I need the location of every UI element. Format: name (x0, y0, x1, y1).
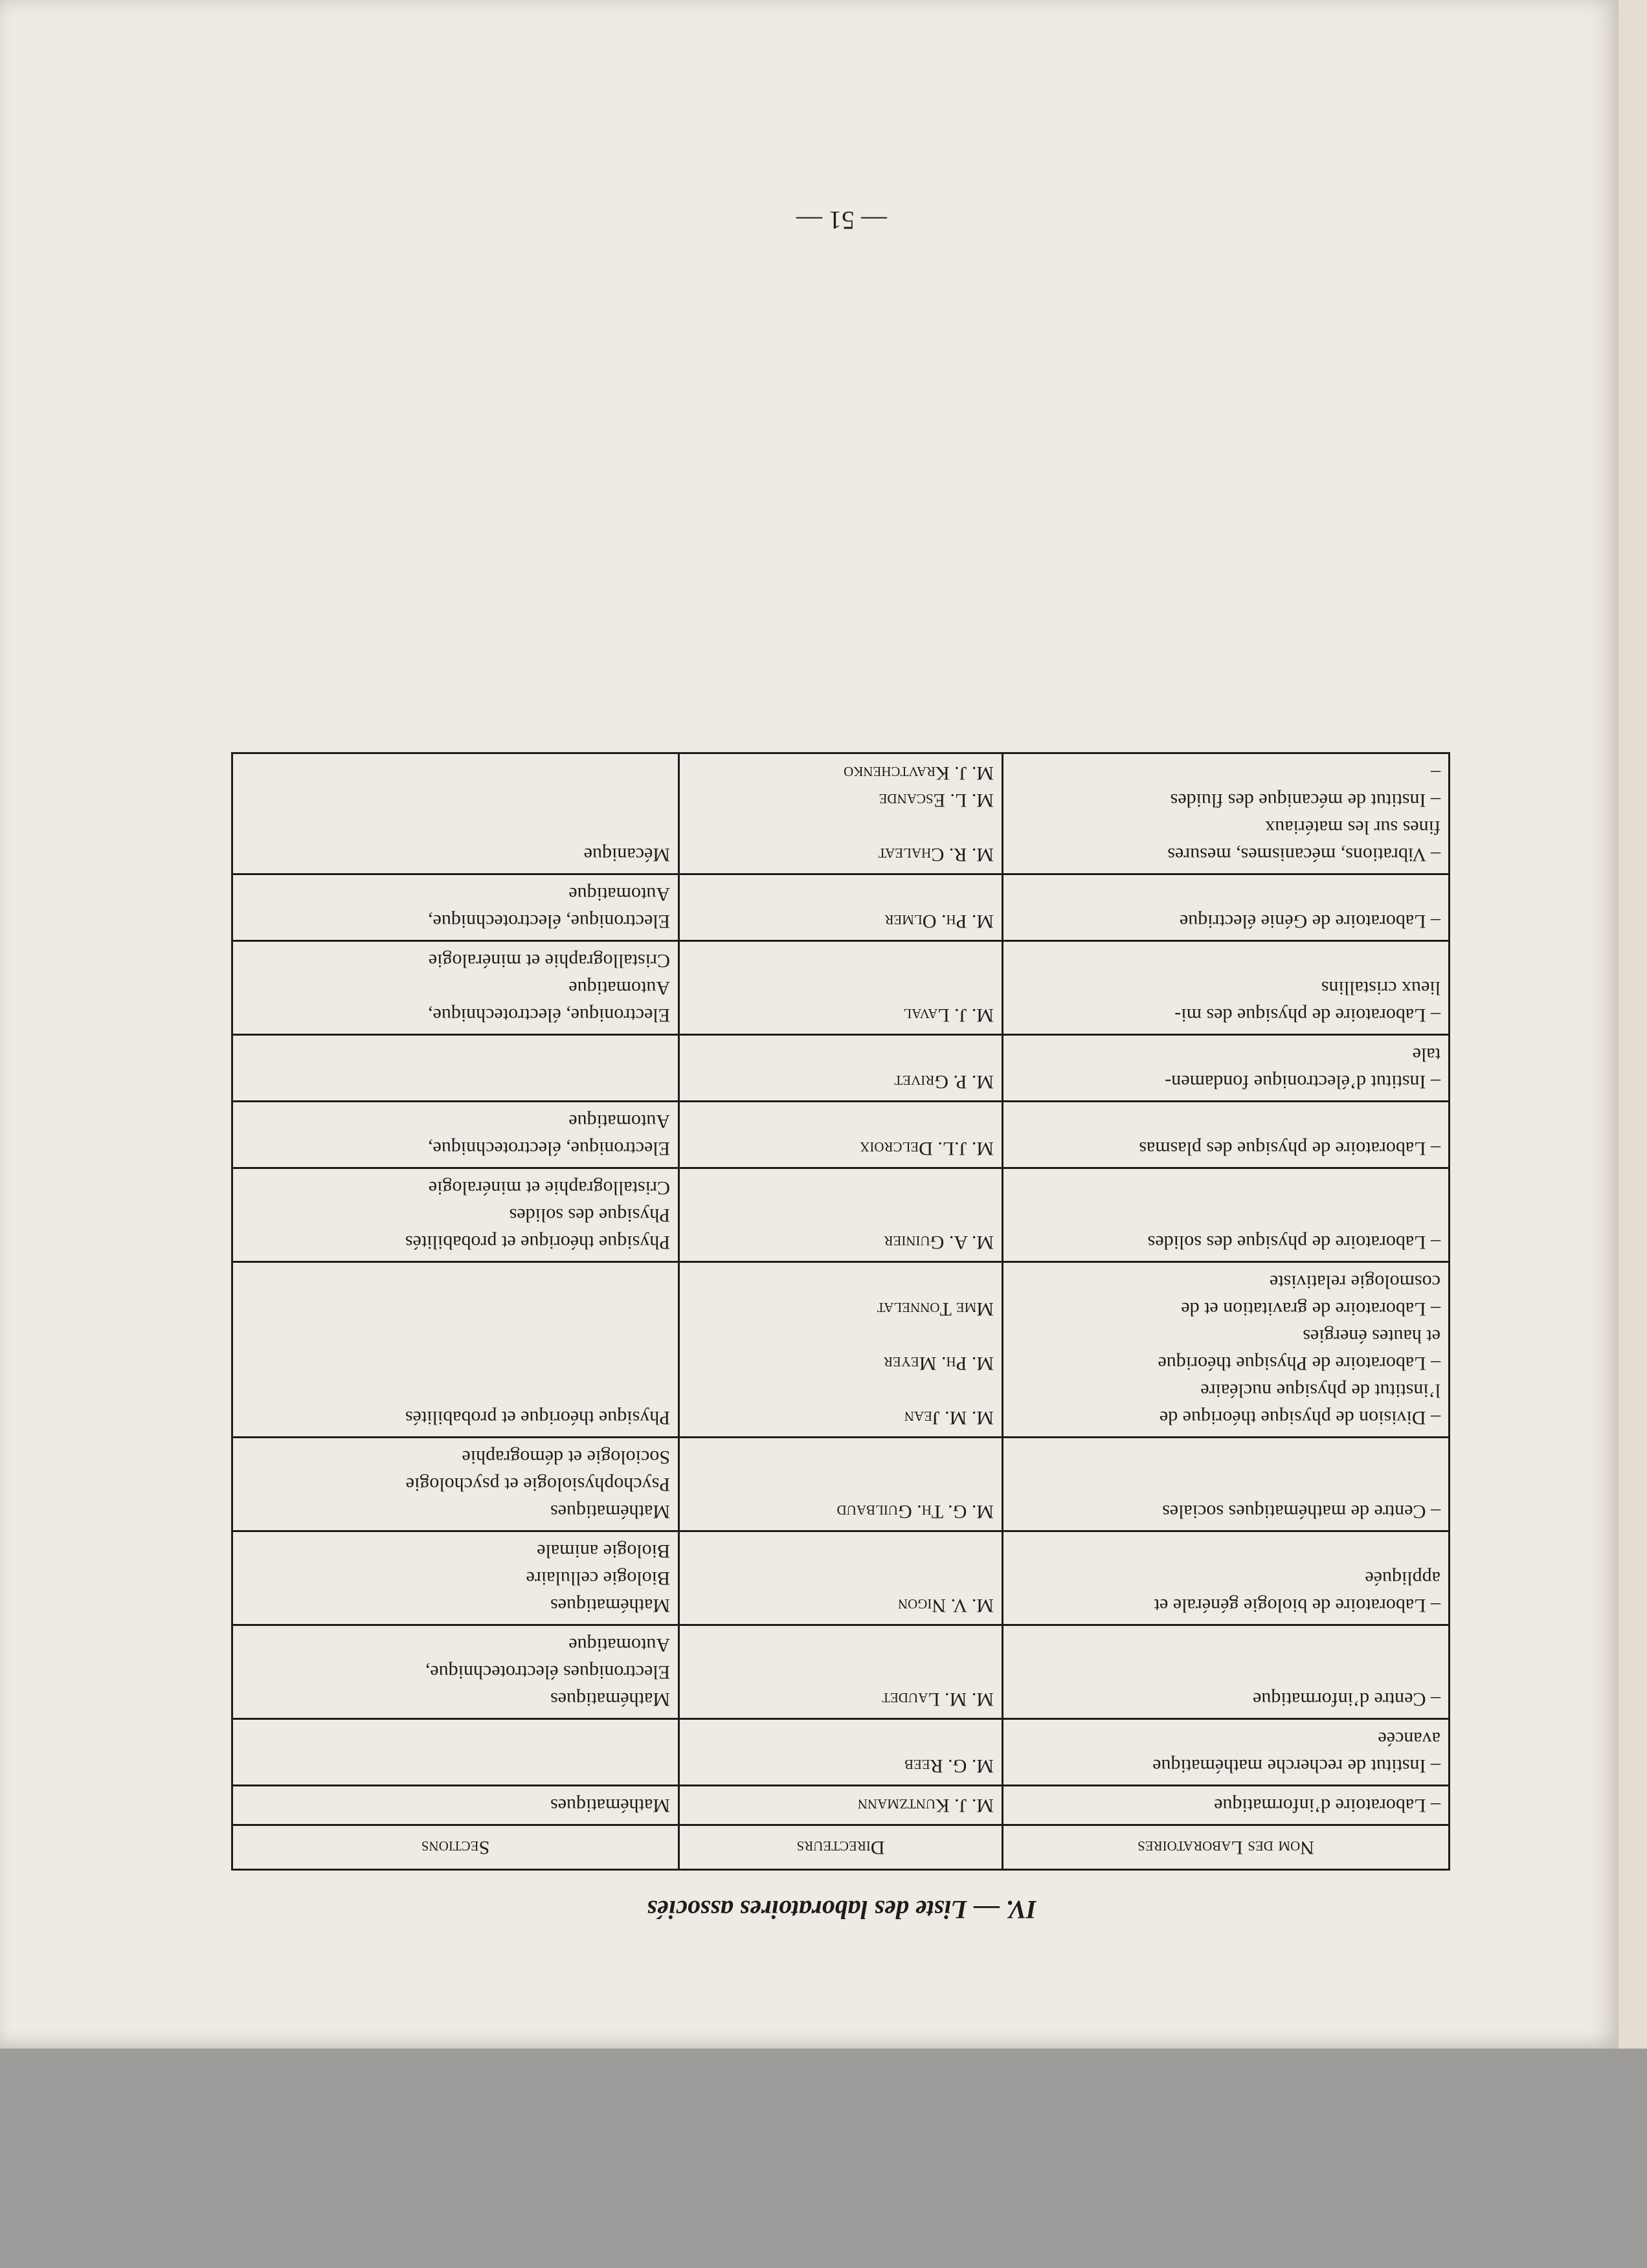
lab-name-cell (1003, 753, 1450, 874)
section-line: Cristallographie et minéralogie (428, 1177, 670, 1199)
lab-name-line: et hautes énergies (1303, 1326, 1440, 1347)
table-row (232, 1719, 1450, 1786)
director-line: M. L. Escande (879, 790, 994, 811)
director-line (688, 814, 994, 841)
section-cell (232, 1262, 679, 1438)
lab-name-line: fines sur les matériaux (1265, 817, 1440, 838)
director-cell (679, 1786, 1003, 1825)
section-line: Mécanique (583, 844, 670, 865)
lab-name-cell (1003, 1625, 1450, 1719)
table-body (232, 753, 1450, 1825)
section-line: Mathématiques (550, 1689, 670, 1710)
director-line: M. R. Chaleat (878, 844, 994, 865)
header-sections: Sections (232, 1825, 679, 1870)
director-line: M. J. Kravtchenko (844, 762, 994, 784)
section-cell (232, 753, 679, 874)
scan-edge (1619, 0, 1647, 2049)
table-row (232, 1438, 1450, 1531)
director-cell (679, 1168, 1003, 1262)
table-row (232, 1035, 1450, 1102)
table-row (232, 753, 1450, 874)
table-row (232, 1102, 1450, 1168)
director-line: M. J. Kuntzmann (857, 1795, 994, 1816)
section-cell (232, 941, 679, 1035)
section-cell (232, 1625, 679, 1719)
director-cell (679, 1719, 1003, 1786)
section-cell (232, 1786, 679, 1825)
director-line: Mme Tonnelat (877, 1298, 994, 1320)
lab-name-cell (1003, 1719, 1450, 1786)
lab-name-cell (1003, 1102, 1450, 1168)
lab-name-line: – Laboratoire d’informatique (1214, 1795, 1440, 1816)
section-line: Mathématiques (550, 1795, 670, 1816)
lab-name-cell (1003, 1438, 1450, 1531)
lab-name-line: – Laboratoire de gravitation et de (1181, 1298, 1440, 1320)
lab-name-line: cosmologie relativiste (1269, 1271, 1440, 1293)
table-row (232, 874, 1450, 941)
section-line: Electronique, électrotechnique, (428, 911, 670, 932)
lab-name-line: – Laboratoire de physique des solides (1147, 1232, 1440, 1253)
director-line (688, 1322, 994, 1350)
section-cell (232, 1035, 679, 1102)
lab-name-line: l’institut de physique nucléaire (1200, 1380, 1440, 1401)
lab-name-line: tale (1412, 1044, 1440, 1065)
section-cell (232, 1438, 679, 1531)
lab-name-cell (1003, 941, 1450, 1035)
lab-name-line: – (1431, 762, 1440, 784)
header-labs: Nom des Laboratoires (1003, 1825, 1450, 1870)
lab-name-cell (1003, 1262, 1450, 1438)
director-line: M. V. Nigon (897, 1595, 994, 1616)
lab-name-line: – Laboratoire de Génie électrique (1179, 911, 1440, 932)
section-line: Automatique (568, 884, 670, 905)
director-cell (679, 941, 1003, 1035)
lab-name-line: – Institut d’électronique fondamen- (1165, 1071, 1440, 1093)
director-line: M. M. Jean (904, 1407, 994, 1429)
director-line: M. A. Guinier (884, 1232, 994, 1253)
lab-name-line: lieux cristallins (1321, 977, 1440, 999)
lab-name-line: – Centre de mathématiques sociales (1162, 1501, 1440, 1522)
section-line: Electroniques électrotechnique, (425, 1662, 670, 1683)
section-line: Automatique (568, 977, 670, 999)
section-line: Electronique, électrotechnique, (428, 1138, 670, 1159)
rotated-page-content (233, 194, 1450, 1929)
lab-name-line: – Laboratoire de physique des plasmas (1139, 1138, 1440, 1159)
lab-name-cell (1003, 874, 1450, 941)
section-line: Mathématiques (550, 1501, 670, 1522)
director-cell (679, 874, 1003, 941)
table-row (232, 1786, 1450, 1825)
lab-name-line: – Institut de mécanique des fluides (1170, 790, 1440, 811)
director-line: M. M. Laudet (882, 1689, 994, 1710)
director-line: M. J. Laval (903, 1005, 994, 1026)
lab-name-line: – Laboratoire de biologie générale et (1154, 1595, 1440, 1616)
section-cell (232, 874, 679, 941)
section-line: Physique théorique et probabilités (405, 1407, 670, 1429)
director-cell (679, 1262, 1003, 1438)
section-line: Physique théorique et probabilités (405, 1232, 670, 1253)
section-line: Biologie cellulaire (526, 1568, 670, 1589)
lab-name-line: – Laboratoire de Physique théorique (1158, 1353, 1440, 1374)
lab-name-line: – Laboratoire de physique des mi- (1174, 1005, 1440, 1026)
page-title: IV. — Liste des laboratoires associés (647, 1895, 1036, 1924)
director-line: M. Ph. Meyer (883, 1353, 994, 1374)
section-cell (232, 1168, 679, 1262)
section-line: Sociologie et démographie (462, 1447, 670, 1468)
section-cell (232, 1102, 679, 1168)
director-cell (679, 1531, 1003, 1625)
director-line (688, 1377, 994, 1404)
laboratories-table (231, 752, 1450, 1871)
section-line: Automatique (568, 1634, 670, 1656)
director-cell (679, 1035, 1003, 1102)
lab-name-line: – Vibrations, mécanismes, mesures (1167, 844, 1440, 865)
director-cell (679, 753, 1003, 874)
lab-name-line: avancée (1378, 1728, 1440, 1750)
section-line: Mathématiques (550, 1595, 670, 1616)
table-row (232, 941, 1450, 1035)
section-line: Electronique, électrotechnique, (428, 1005, 670, 1026)
lab-name-line: – Institut de recherche mathématique (1152, 1755, 1440, 1777)
director-line: M. J.L. Delcroix (860, 1138, 994, 1159)
lab-name-line: appliquée (1365, 1568, 1440, 1589)
section-cell (232, 1719, 679, 1786)
page-number: — 51 — (796, 206, 887, 235)
director-line: M. G. Th. Guilbaud (836, 1501, 994, 1522)
lab-name-line: – Centre d’informatique (1253, 1689, 1440, 1710)
section-line: Physique des solides (509, 1205, 670, 1226)
section-line: Psychophysiologie et psychologie (405, 1474, 670, 1495)
lab-name-cell (1003, 1786, 1450, 1825)
director-line: M. G. Reeb (904, 1755, 994, 1777)
lab-name-cell (1003, 1531, 1450, 1625)
section-line: Biologie animale (537, 1540, 670, 1562)
lab-name-line: – Division de physique théorique de (1159, 1407, 1440, 1429)
director-line: M. Ph. Olmer (884, 911, 994, 932)
lab-name-cell (1003, 1168, 1450, 1262)
section-cell (232, 1531, 679, 1625)
table-row (232, 1168, 1450, 1262)
table-row (232, 1625, 1450, 1719)
table-header-row (232, 1825, 1450, 1870)
director-cell (679, 1438, 1003, 1531)
director-cell (679, 1102, 1003, 1168)
director-line: M. P. Grivet (894, 1071, 994, 1093)
director-cell (679, 1625, 1003, 1719)
table-row (232, 1262, 1450, 1438)
table-row (232, 1531, 1450, 1625)
section-line: Automatique (568, 1111, 670, 1132)
lab-name-cell (1003, 1035, 1450, 1102)
header-directors: Directeurs (679, 1825, 1003, 1870)
section-line: Cristallographie et minéralogie (428, 950, 670, 972)
